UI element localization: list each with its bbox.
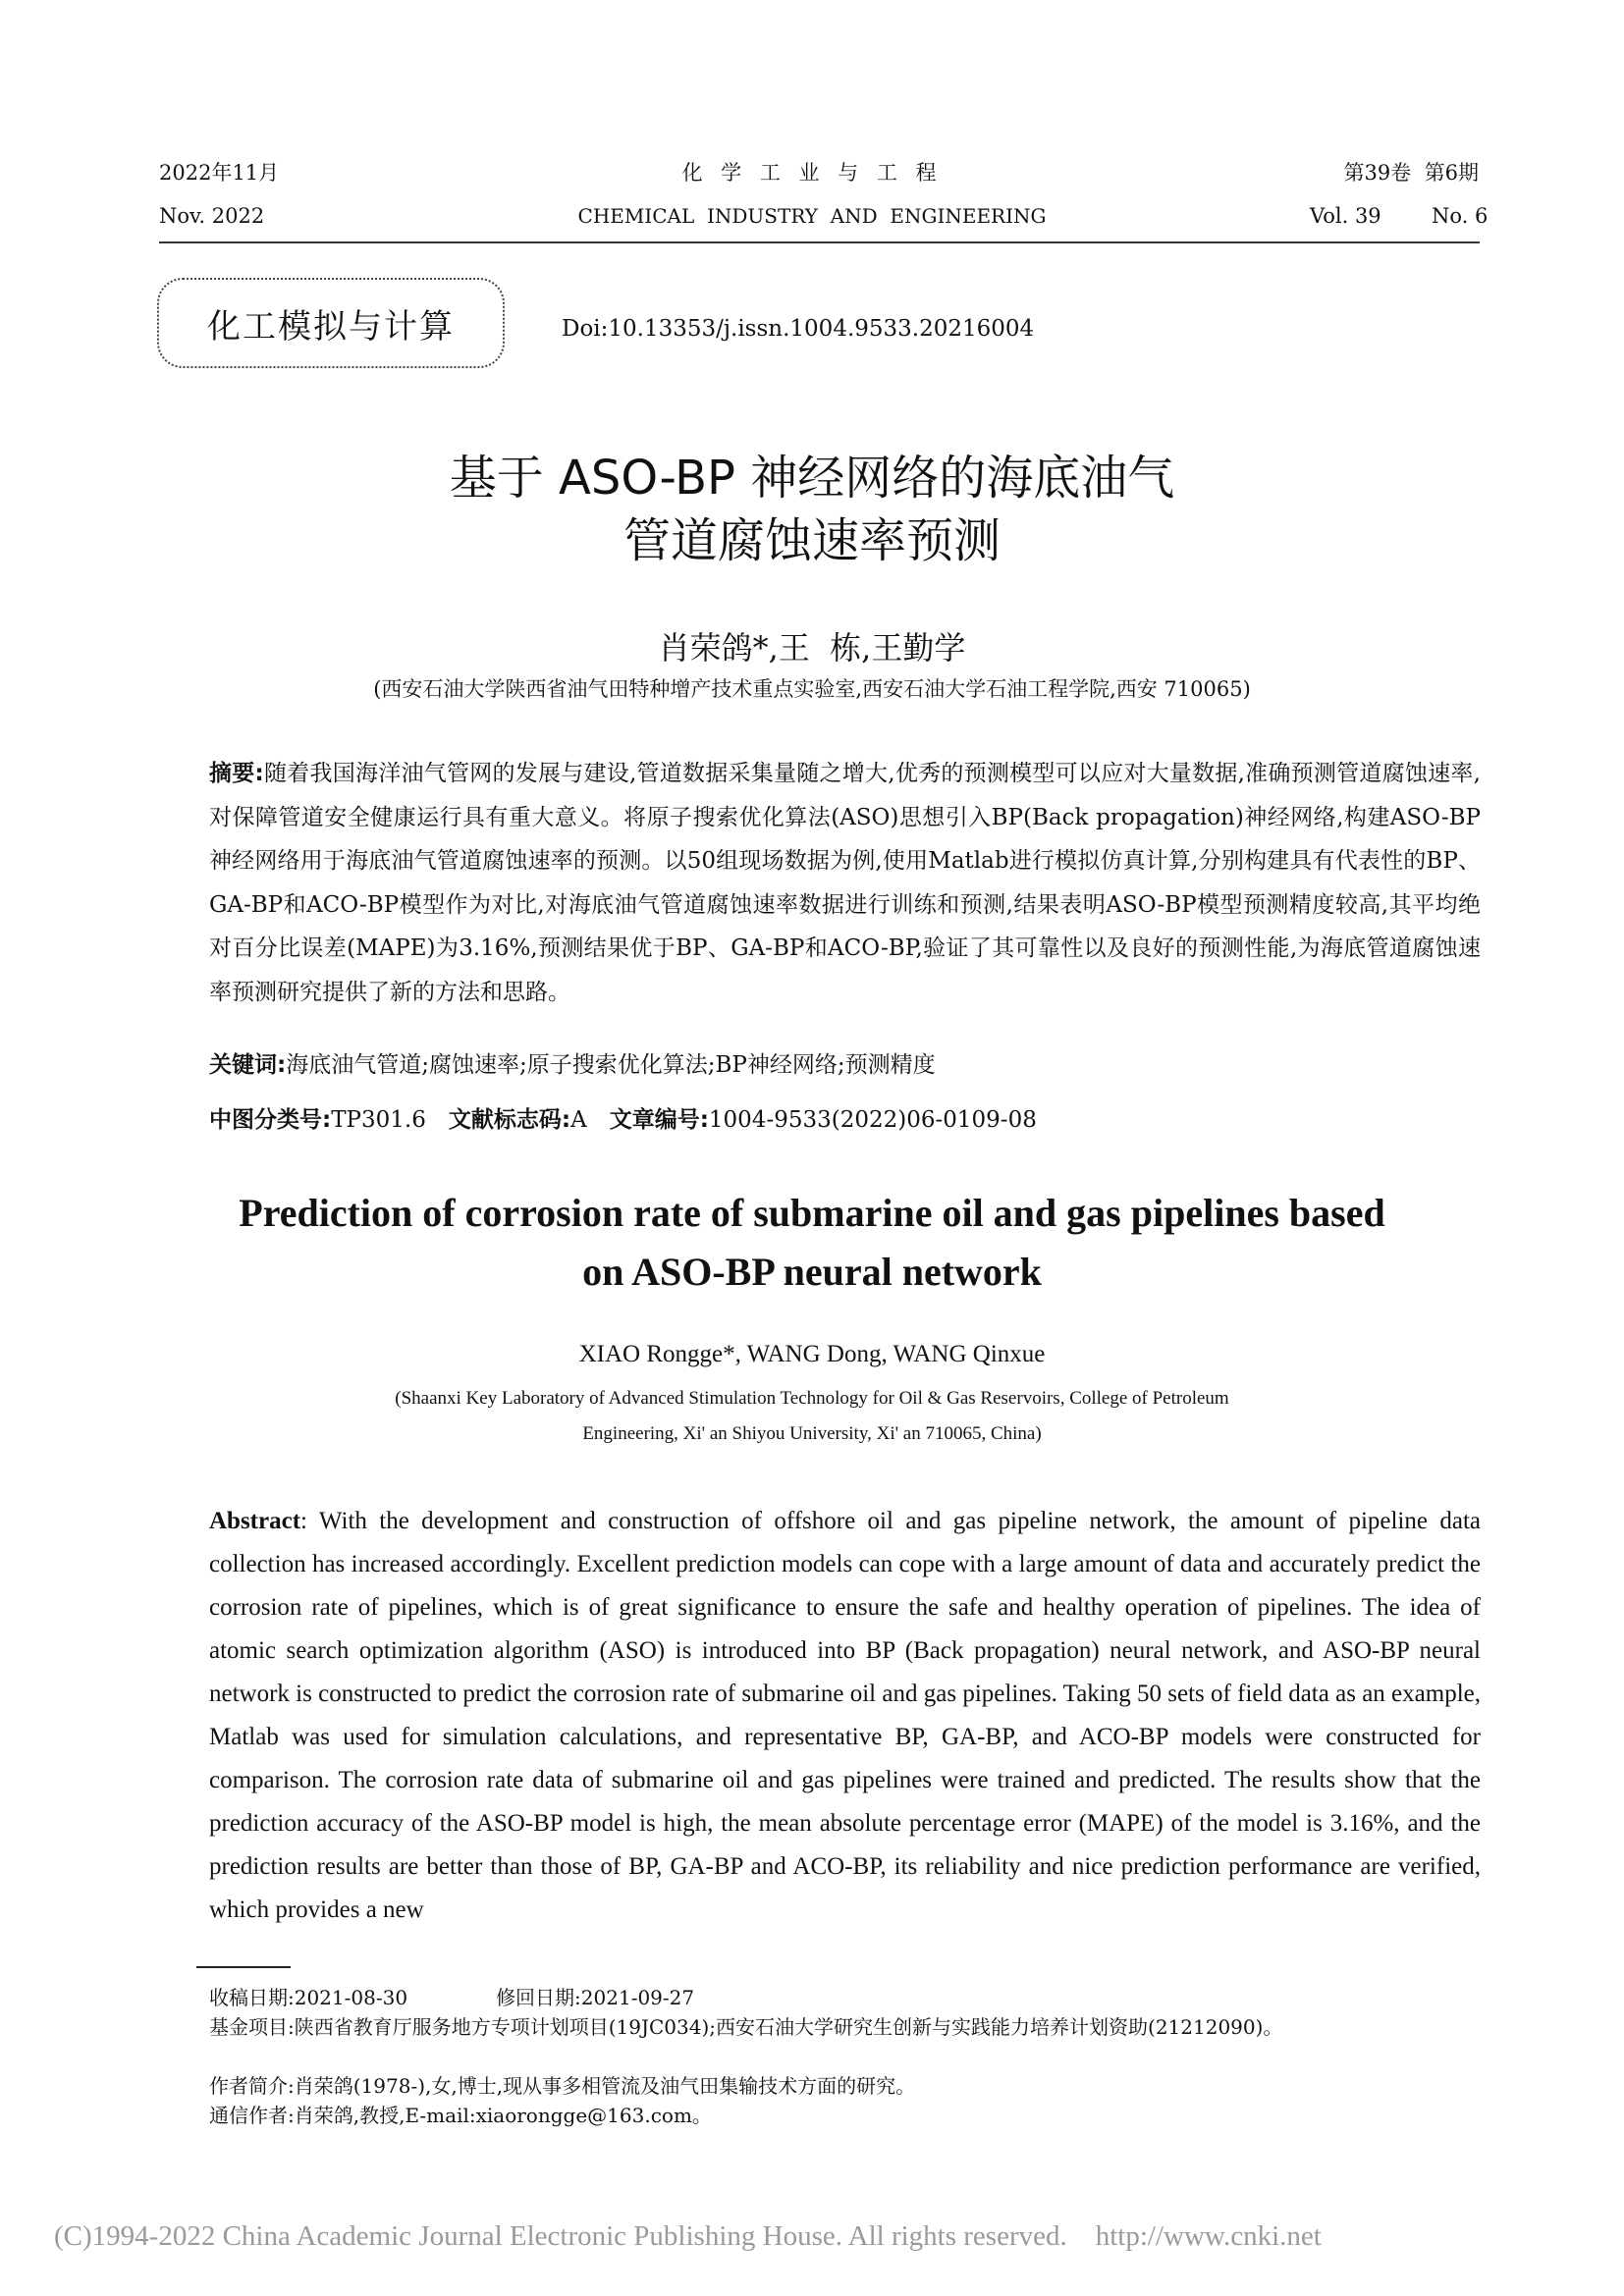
revised-date: 修回日期:2021-09-27 xyxy=(496,1986,695,2009)
column-badge: 化工模拟与计算 xyxy=(157,278,505,368)
authors-en: XIAO Rongge*, WANG Dong, WANG Qinxue xyxy=(578,1341,1046,1367)
abstract-cn-label: 摘要: xyxy=(209,761,264,786)
abstract-en-label: Abstract xyxy=(209,1508,301,1534)
footnote-corresponding: 通信作者:肖荣鸽,教授,E-mail:xiaorongge@163.com。 xyxy=(209,2104,712,2127)
abstract-en-text: : With the development and construction of offshore oil and gas pipeline network, the amount of pipeline data collection has increased accordingly. Excellent prediction models can cope with a large amount of data and accurately predict the corrosion rate of pipelines, which is of great significance to ensure the safe and healthy operation of pipelines. The idea of atomic search optimization algorithm (ASO) is introduced into BP (Back propagation) neural network, and ASO-BP neural network is constructed to predict the corrosion rate of submarine oil and gas pipelines. Taking 50 sets of field data as an example, Matlab was used for simulation calculations, and representative BP, GA-BP, and ACO-BP models were constructed for comparison. The corrosion rate data of submarine oil and gas pipelines were trained and predicted. The results show that the prediction accuracy of the ASO-BP model is high, the mean absolute percentage error (MAPE) of the model is 3.16%, and the prediction results are better than those of BP, GA-BP and ACO-BP, its reliability and nice prediction performance are verified, which provides a new xyxy=(209,1508,1481,1923)
clc-label: 中图分类号: xyxy=(209,1107,332,1133)
footnote-author-bio: 作者简介:肖荣鸽(1978-),女,博士,现从事多相管流及油气田集输技术方面的研究。 xyxy=(209,2074,916,2098)
header-vol-en: Vol. 39 xyxy=(1310,204,1381,228)
affiliation-cn: (西安石油大学陕西省油气田特种增产技术重点实验室,西安石油大学石油工程学院,西安 710065) xyxy=(373,677,1251,701)
keywords-text: 海底油气管道;腐蚀速率;原子搜索优化算法;BP神经网络;预测精度 xyxy=(286,1052,936,1078)
abstract-cn-text: 随着我国海洋油气管网的发展与建设,管道数据采集量随之增大,优秀的预测模型可以应对大量数据,准确预测管道腐蚀速率,对保障管道安全健康运行具有重大意义。将原子搜索优化算法(ASO)思想引入BP(Back propagation)神经网络,构建ASO-BP神经网络用于海底油气管道腐蚀速率的预测。以50组现场数据为例,使用Matlab进行模拟仿真计算,分别构建具有代表性的BP、GA-BP和ACO-BP模型作为对比,对海底油气管道腐蚀速率数据进行训练和预测,结果表明ASO-BP模型预测精度较高,其平均绝对百分比误差(MAPE)为3.16%,预测结果优于BP、GA-BP和ACO-BP,验证了其可靠性以及良好的预测性能,为海底管道腐蚀速率预测研究提供了新的方法和思路。 xyxy=(209,761,1481,1005)
title-en-line1: Prediction of corrosion rate of submarine oil and gas pipelines based xyxy=(239,1191,1385,1235)
doc-code-value: A xyxy=(570,1107,587,1133)
header-date-cn: 2022年11月 xyxy=(159,161,280,185)
title-en-line2: on ASO-BP neural network xyxy=(582,1250,1042,1294)
article-no-label: 文章编号: xyxy=(609,1107,709,1133)
header-rule xyxy=(159,241,1480,243)
footnote-rule xyxy=(196,1966,291,1968)
header-volume-cn: 第39卷 第6期 xyxy=(1343,161,1479,185)
header-journal-cn: 化 学 工 业 与 工 程 xyxy=(681,161,943,185)
clc-value: TP301.6 xyxy=(331,1107,426,1133)
classification xyxy=(209,1101,1481,1134)
doi: Doi:10.13353/j.issn.1004.9533.20216004 xyxy=(562,316,1035,342)
keywords-cn xyxy=(209,1046,1481,1079)
title-cn-line1: 基于 ASO-BP 神经网络的海底油气 xyxy=(449,451,1175,506)
affiliation-en-line1: (Shaanxi Key Laboratory of Advanced Stimulation Technology for Oil & Gas Reservoirs, College of Petroleum xyxy=(395,1388,1229,1409)
keywords-label: 关键词: xyxy=(209,1052,287,1078)
affiliation-en-line2: Engineering, Xi' an Shiyou University, Xi' an 710065, China) xyxy=(582,1423,1042,1444)
header-date-en: Nov. 2022 xyxy=(159,204,265,228)
article-no-value: 1004-9533(2022)06-0109-08 xyxy=(708,1107,1037,1133)
footnote-fund: 基金项目:陕西省教育厅服务地方专项计划项目(19JC034);西安石油大学研究生创新与实践能力培养计划资助(21212090)。 xyxy=(209,2015,1283,2039)
footnote-dates xyxy=(209,1983,1481,2012)
title-cn-line2: 管道腐蚀速率预测 xyxy=(623,513,1001,568)
authors-cn: 肖荣鸽*,王 栋,王勤学 xyxy=(658,629,966,667)
received-date: 收稿日期:2021-08-30 xyxy=(209,1986,408,2009)
abstract-cn xyxy=(209,752,1481,1014)
header-journal-en: CHEMICAL INDUSTRY AND ENGINEERING xyxy=(577,204,1047,228)
abstract-en xyxy=(209,1500,1481,1932)
doc-code-label: 文献标志码: xyxy=(448,1107,571,1133)
copyright-footer: (C)1994-2022 China Academic Journal Electronic Publishing House. All rights reserved. http://www.cnki.net xyxy=(54,2220,1322,2252)
header-no-en: No. 6 xyxy=(1432,204,1489,228)
